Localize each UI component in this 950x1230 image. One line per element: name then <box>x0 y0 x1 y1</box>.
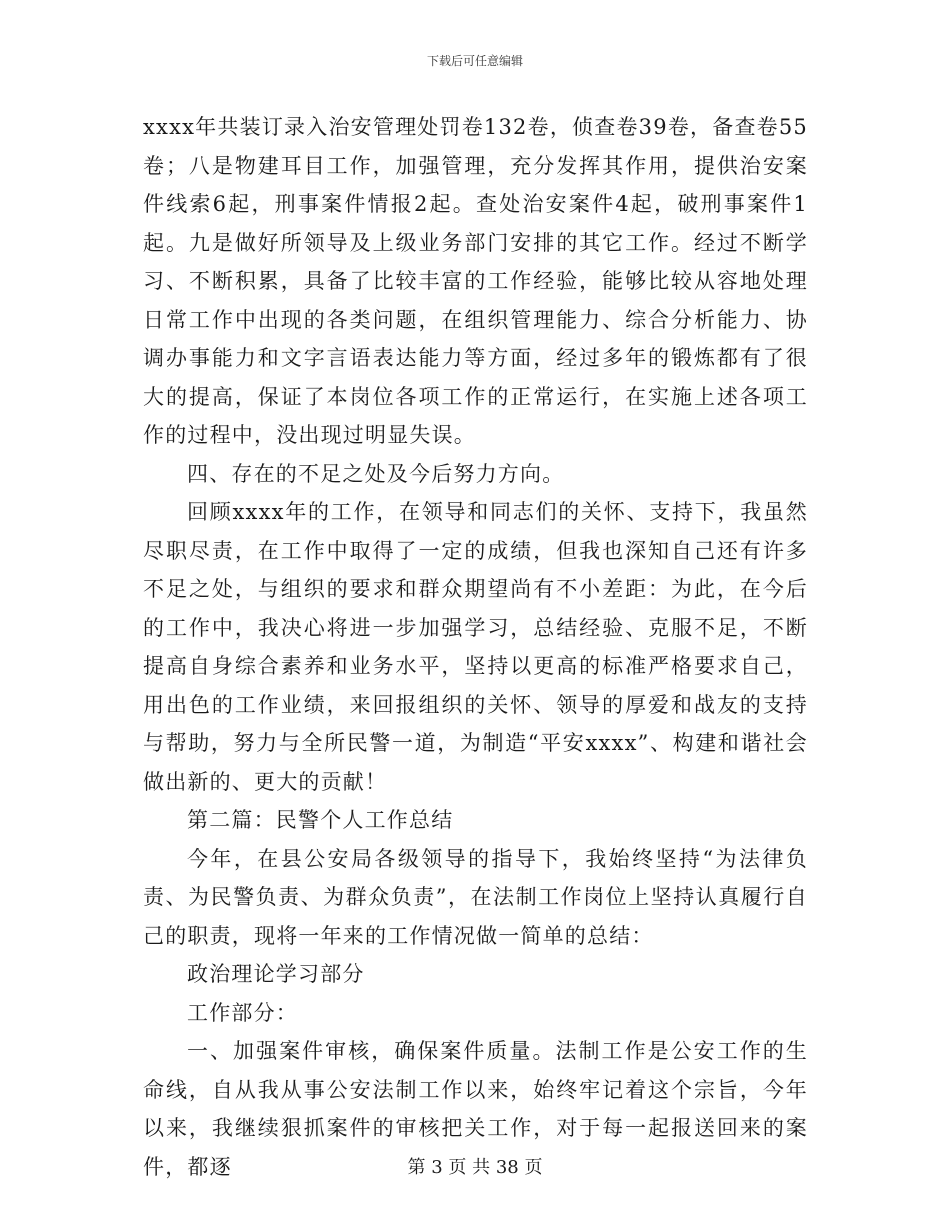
section-heading-political-study: 政治理论学习部分 <box>187 962 365 986</box>
section-heading-shortcomings: 四、存在的不足之处及今后努力方向。 <box>187 461 565 486</box>
document-body <box>143 108 808 1186</box>
section-heading-work: 工作部分： <box>187 1000 298 1025</box>
paragraph-review: 回顾xxxx年的工作，在领导和同志们的关怀、支持下，我虽然尽职尽责，在工作中取得了一定的成绩，但我也深知自己还有许多不足之处，与组织的要求和群众期望尚有不小差距：为此，在今后的工作中，我决心将进一步加强学习，总结经验、克服不足，不断提高自身综合素养和业务水平，坚持以更高的标准严格要求自己，用出色的工作业绩，来回报组织的关怀、领导的厚爱和战友的支持与帮助，努力与全所民警一道，为制造“平安xxxx”、构建和谐社会做出新的、更大的贡献！ <box>143 500 808 794</box>
page-header: 下载后可任意编辑 <box>426 54 523 68</box>
chapter-heading-second: 第二篇：民警个人工作总结 <box>187 808 454 832</box>
page-number-footer: 第 3 页 共 38 页 <box>407 1157 543 1178</box>
paragraph-intro: 今年，在县公安局各级领导的指导下，我始终坚持“为法律负责、为民警负责、为群众负责”，在法制工作岗位上坚持认真履行自己的职责，现将一年来的工作情况做一简单的总结： <box>143 846 808 948</box>
paragraph-case-review: 一、加强案件审核，确保案件质量。法制工作是公安工作的生命线，自从我从事公安法制工作以来，始终牢记着这个宗旨，今年以来，我继续狠抓案件的审核把关工作，对于每一起报送回来的案件，都逐 <box>143 1039 808 1179</box>
paragraph-continued: xxxx年共装订录入治安管理处罚卷132卷，侦查卷39卷，备查卷55卷；八是物建耳目工作，加强管理，充分发挥其作用，提供治安案件线索6起，刑事案件情报2起。查处治安案件4起，破刑事案件1起。九是做好所领导及上级业务部门安排的其它工作。经过不断学习、不断积累，具备了比较丰富的工作经验，能够比较从容地处理日常工作中出现的各类问题，在组织管理能力、综合分析能力、协调办事能力和文字言语表达能力等方面，经过多年的锻炼都有了很大的提高，保证了本岗位各项工作的正常运行，在实施上述各项工作的过程中，没出现过明显失误。 <box>143 115 808 447</box>
